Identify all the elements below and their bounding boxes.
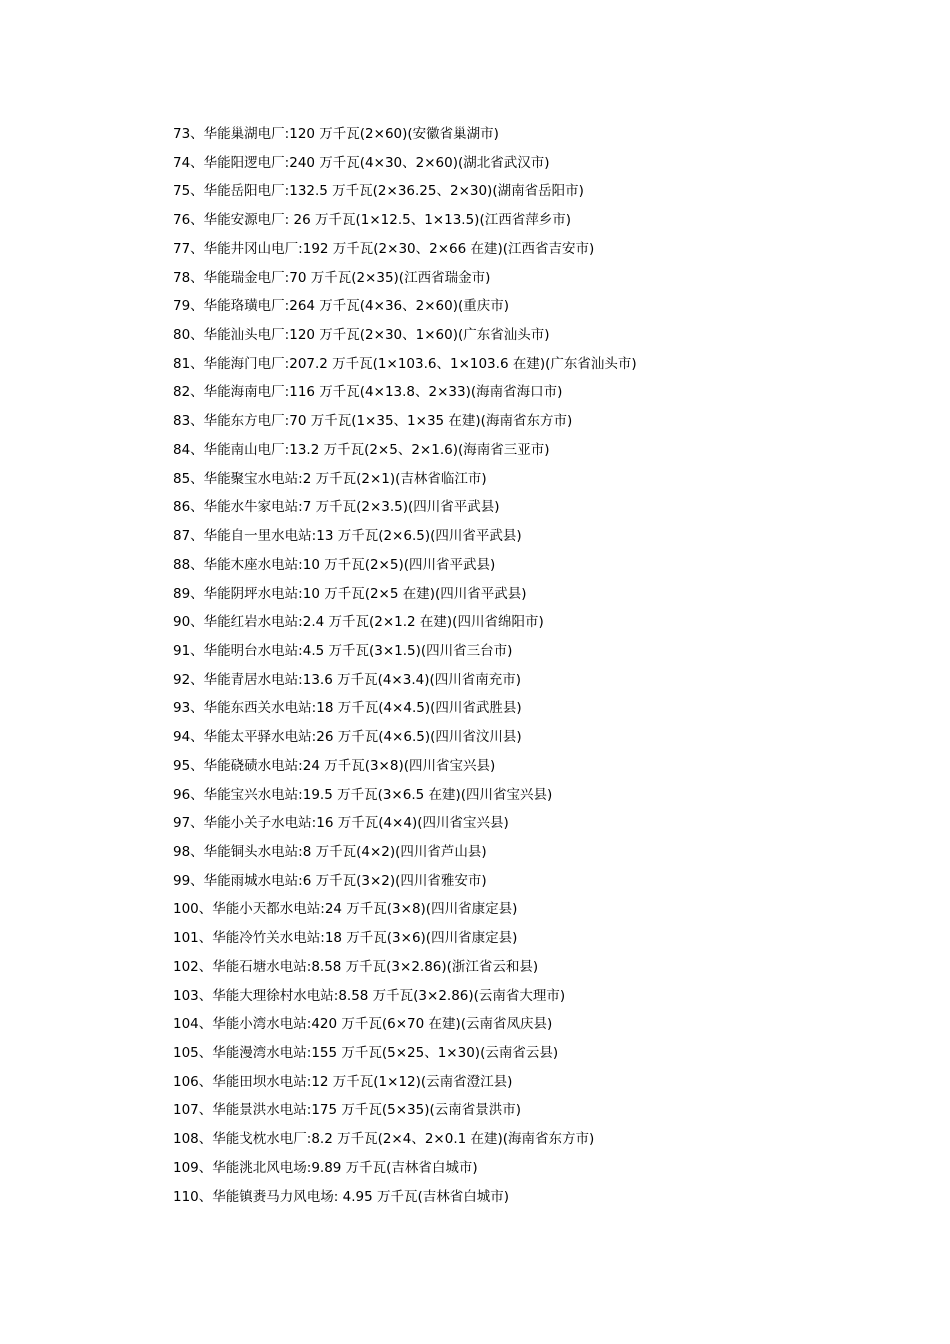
list-item: 92、华能青居水电站:13.6 万千瓦(4×3.4)(四川省南充市) [173, 671, 522, 688]
list-item: 109、华能洮北风电场:9.89 万千瓦(吉林省白城市) [173, 1159, 478, 1176]
list-item: 89、华能阴坪水电站:10 万千瓦(2×5 在建)(四川省平武县) [173, 585, 527, 602]
list-item: 106、华能田坝水电站:12 万千瓦(1×12)(云南省澄江县) [173, 1073, 513, 1090]
list-item: 81、华能海门电厂:207.2 万千瓦(1×103.6、1×103.6 在建)(广东省汕头市) [173, 355, 637, 372]
list-item: 91、华能明台水电站:4.5 万千瓦(3×1.5)(四川省三台市) [173, 642, 513, 659]
power-plant-list [173, 120, 637, 1211]
list-item: 103、华能大理徐村水电站:8.58 万千瓦(3×2.86)(云南省大理市) [173, 987, 566, 1004]
list-item: 95、华能硗碛水电站:24 万千瓦(3×8)(四川省宝兴县) [173, 757, 496, 774]
list-item: 93、华能东西关水电站:18 万千瓦(4×4.5)(四川省武胜县) [173, 700, 522, 717]
list-item: 101、华能冷竹关水电站:18 万千瓦(3×6)(四川省康定县) [173, 930, 518, 947]
list-item: 84、华能南山电厂:13.2 万千瓦(2×5、2×1.6)(海南省三亚市) [173, 441, 550, 458]
list-item: 104、华能小湾水电站:420 万千瓦(6×70 在建)(云南省凤庆县) [173, 1016, 553, 1033]
list-item: 82、华能海南电厂:116 万千瓦(4×13.8、2×33)(海南省海口市) [173, 384, 563, 401]
list-item: 73、华能巢湖电厂:120 万千瓦(2×60)(安徽省巢湖市) [173, 126, 499, 142]
list-item: 98、华能铜头水电站:8 万千瓦(4×2)(四川省芦山县) [173, 843, 487, 860]
list-item: 97、华能小关子水电站:16 万千瓦(4×4)(四川省宝兴县) [173, 815, 509, 832]
list-item: 80、华能汕头电厂:120 万千瓦(2×30、1×60)(广东省汕头市) [173, 327, 550, 344]
list-item: 76、华能安源电厂: 26 万千瓦(1×12.5、1×13.5)(江西省萍乡市) [173, 212, 571, 229]
list-item: 96、华能宝兴水电站:19.5 万千瓦(3×6.5 在建)(四川省宝兴县) [173, 786, 553, 803]
list-item: 110、华能镇赉马力风电场: 4.95 万千瓦(吉林省白城市) [173, 1188, 509, 1205]
list-item: 78、华能瑞金电厂:70 万千瓦(2×35)(江西省瑞金市) [173, 269, 491, 286]
list-item: 108、华能戈枕水电厂:8.2 万千瓦(2×4、2×0.1 在建)(海南省东方市) [173, 1131, 595, 1148]
list-item: 94、华能太平驿水电站:26 万千瓦(4×6.5)(四川省汶川县) [173, 729, 522, 746]
list-item: 85、华能聚宝水电站:2 万千瓦(2×1)(吉林省临江市) [173, 470, 487, 487]
list-item: 75、华能岳阳电厂:132.5 万千瓦(2×36.25、2×30)(湖南省岳阳市) [173, 183, 584, 200]
list-item: 74、华能阳逻电厂:240 万千瓦(4×30、2×60)(湖北省武汉市) [173, 154, 550, 171]
list-item: 102、华能石塘水电站:8.58 万千瓦(3×2.86)(浙江省云和县) [173, 958, 539, 975]
list-item: 79、华能珞璜电厂:264 万千瓦(4×36、2×60)(重庆市) [173, 298, 510, 315]
list-item: 100、华能小天都水电站:24 万千瓦(3×8)(四川省康定县) [173, 901, 518, 918]
list-item: 99、华能雨城水电站:6 万千瓦(3×2)(四川省雅安市) [173, 872, 487, 889]
list-item: 105、华能漫湾水电站:155 万千瓦(5×25、1×30)(云南省云县) [173, 1045, 559, 1061]
list-item: 87、华能自一里水电站:13 万千瓦(2×6.5)(四川省平武县) [173, 528, 522, 545]
list-item: 107、华能景洪水电站:175 万千瓦(5×35)(云南省景洪市) [173, 1102, 522, 1119]
list-item: 90、华能红岩水电站:2.4 万千瓦(2×1.2 在建)(四川省绵阳市) [173, 614, 544, 631]
list-item: 88、华能木座水电站:10 万千瓦(2×5)(四川省平武县) [173, 556, 496, 573]
list-item: 86、华能水牛家电站:7 万千瓦(2×3.5)(四川省平武县) [173, 499, 500, 516]
list-item: 77、华能井冈山电厂:192 万千瓦(2×30、2×66 在建)(江西省吉安市) [173, 240, 595, 257]
list-item: 83、华能东方电厂:70 万千瓦(1×35、1×35 在建)(海南省东方市) [173, 413, 573, 430]
